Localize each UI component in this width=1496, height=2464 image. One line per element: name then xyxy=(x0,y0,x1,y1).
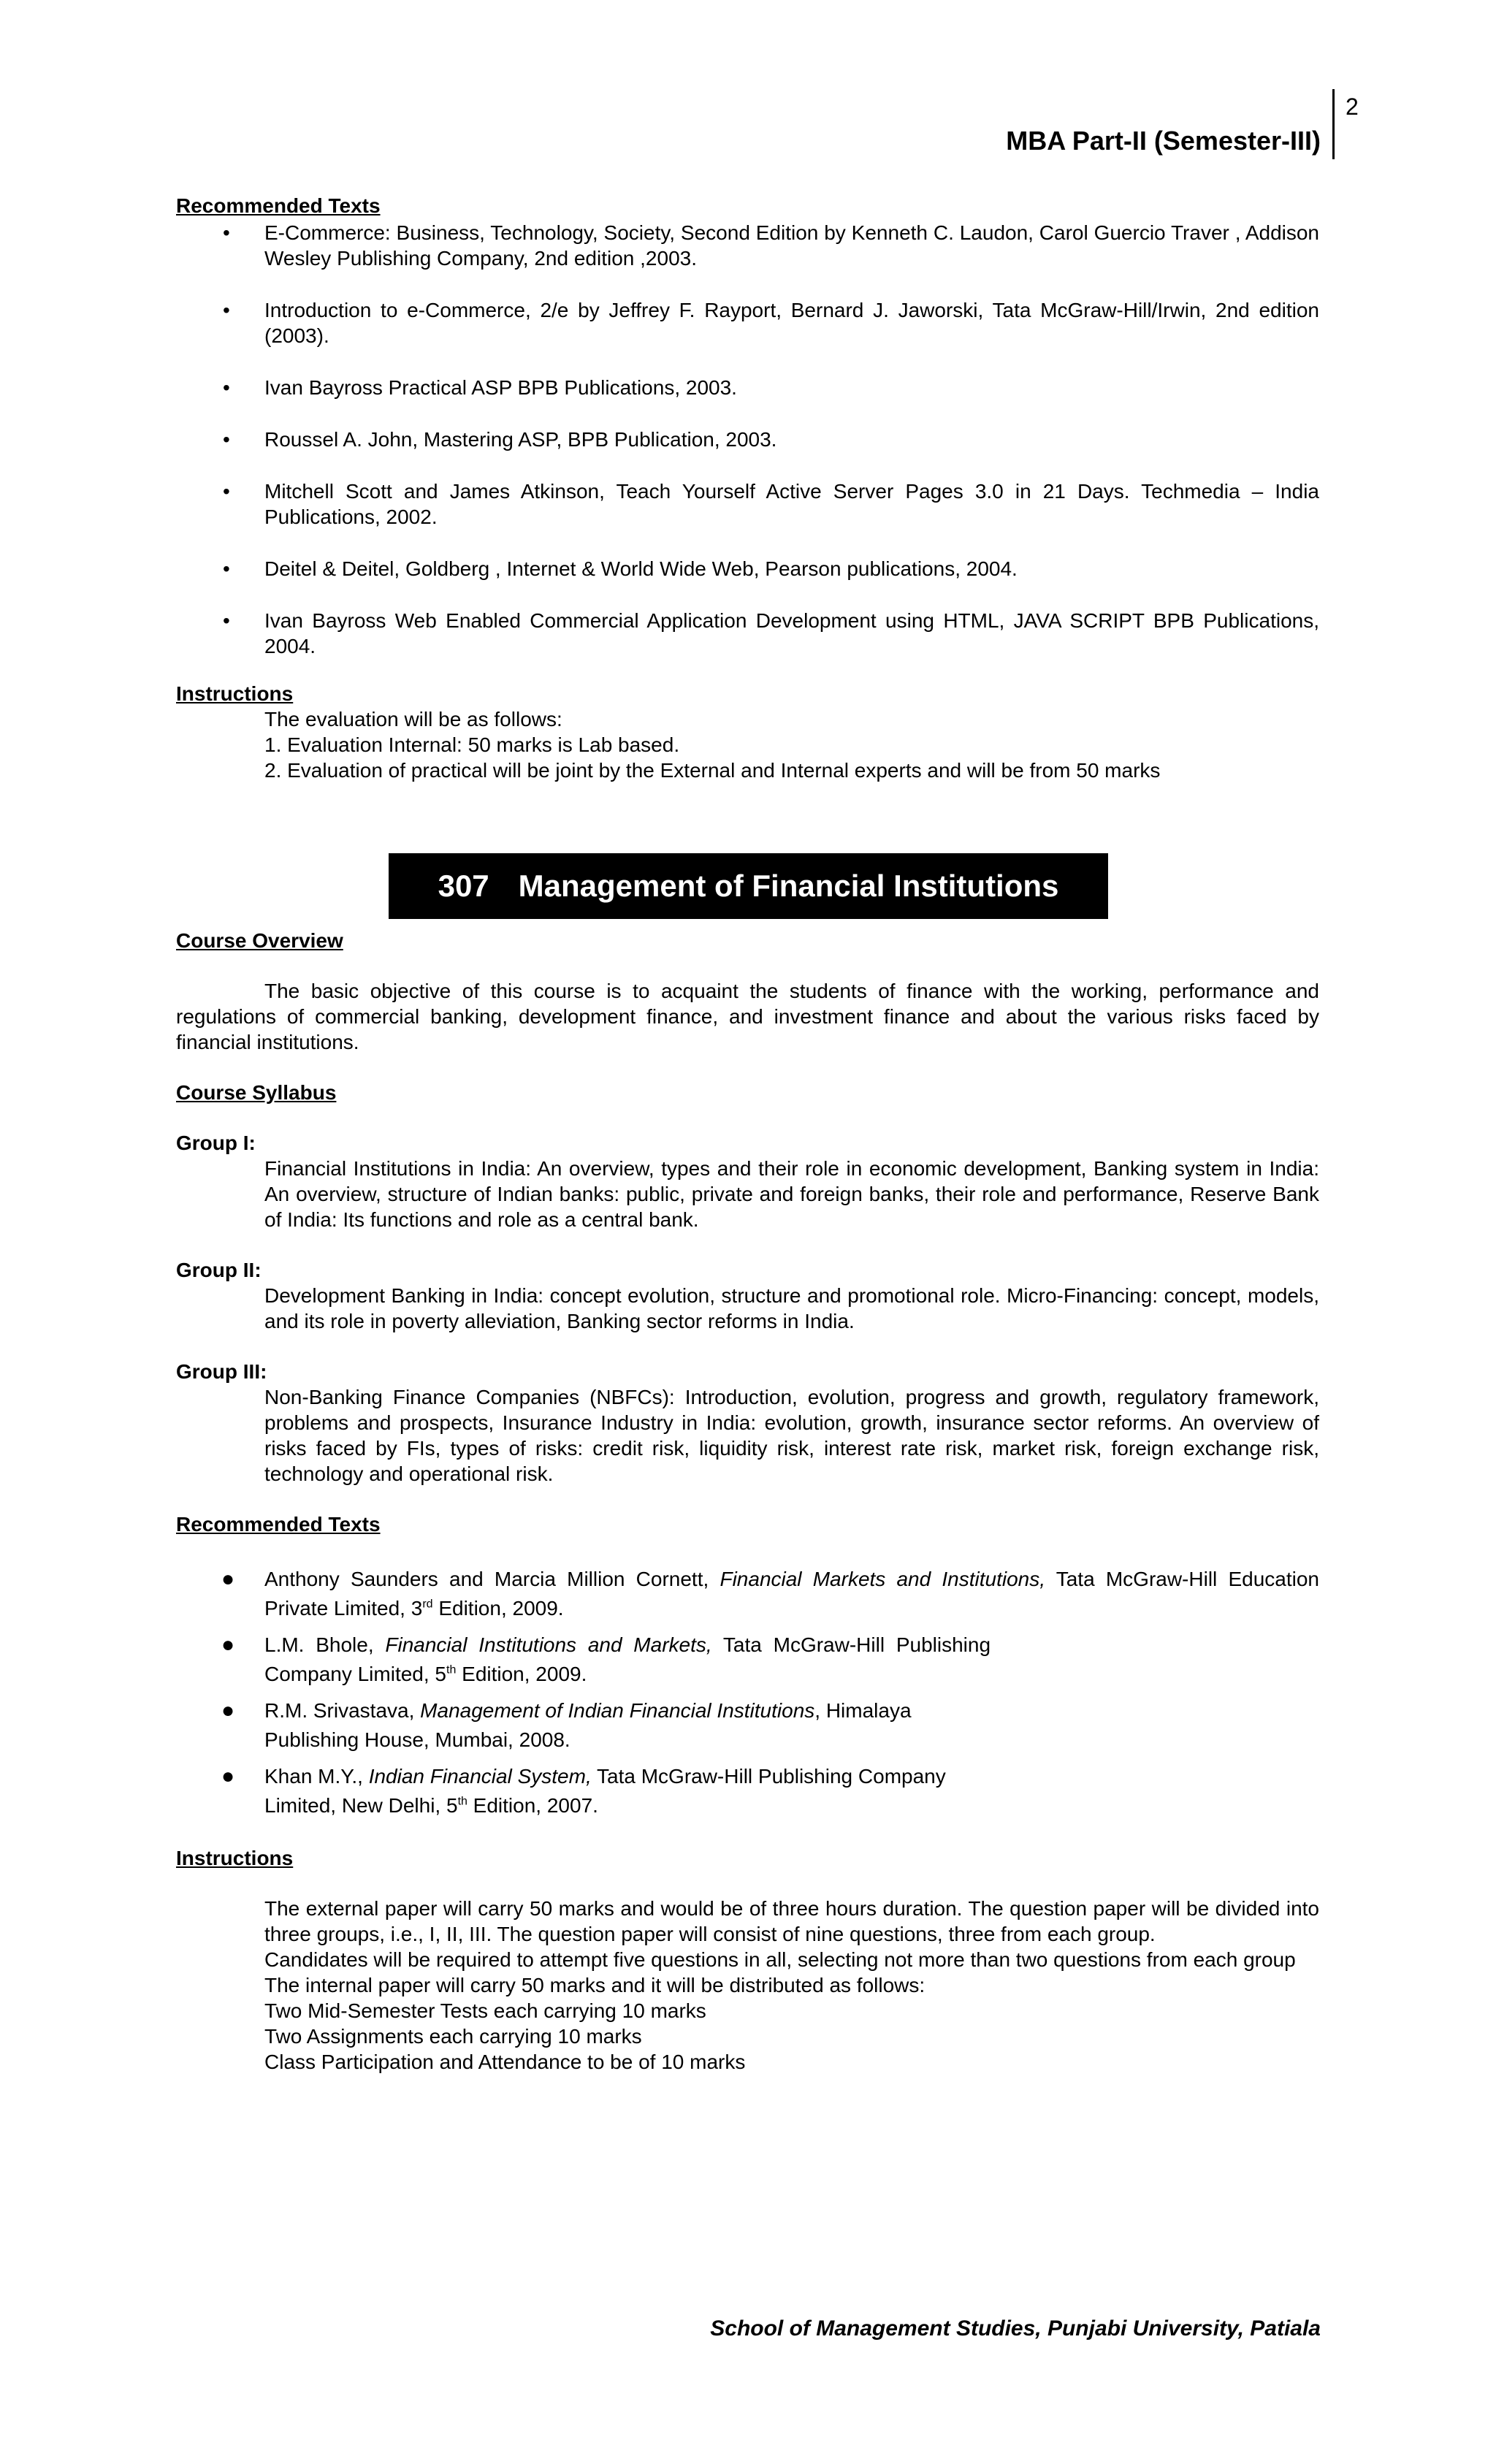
running-head: MBA Part-II (Semester-III) xyxy=(1006,126,1321,156)
list-item: • Deitel & Deitel, Goldberg , Internet & World Wide Web, Pearson publications, 2004. xyxy=(223,557,1018,580)
page-footer: School of Management Studies, Punjabi University, Patiala xyxy=(710,2316,1321,2341)
bullet-icon: ● xyxy=(221,1633,235,1657)
recommended-texts-list xyxy=(176,220,1319,659)
bullet-icon: • xyxy=(223,480,230,503)
list-item: • Ivan Bayross Web Enabled Commercial Application Development using HTML, JAVA SCRIPT BPB Publications, 2004. xyxy=(223,609,1319,657)
group-3-label: Group III: xyxy=(176,1360,267,1383)
bullet-icon: • xyxy=(223,299,230,321)
bullet-icon: • xyxy=(223,609,230,632)
instruction-line: Two Mid-Semester Tests each carrying 10 marks xyxy=(264,1999,706,2022)
group-2-label: Group II: xyxy=(176,1259,262,1281)
bullet-icon: ● xyxy=(221,1698,235,1723)
course-recommended-texts-list xyxy=(176,1565,1319,1820)
list-item: ● Anthony Saunders and Marcia Million Cornett, Financial Markets and Institutions, Tata McGraw-Hill Education Private Limited, 3rd Edition, 2009. xyxy=(176,1565,1319,1623)
list-item: • E-Commerce: Business, Technology, Society, Second Edition by Kenneth C. Laudon, Carol Guercio Traver , Addison Wesley Publishing Company, 2nd edition ,2003. xyxy=(223,221,1319,270)
instruction-line: Class Participation and Attendance to be of 10 marks xyxy=(264,2051,746,2073)
list-item: • Mitchell Scott and James Atkinson, Teach Yourself Active Server Pages 3.0 in 21 Days. Techmedia – India Publications, 2002. xyxy=(223,480,1319,528)
course-recommended-texts-heading: Recommended Texts xyxy=(176,1513,381,1536)
instruction-line: The external paper will carry 50 marks and would be of three hours duration. The question paper will be divided into three groups, i.e., I, II, III. The question paper will consist of nine questions, three from each group. xyxy=(264,1897,1319,1945)
list-item: ● Khan M.Y., Indian Financial System, Tata McGraw-Hill Publishing Company Limited, New Delhi, 5th Edition, 2007. xyxy=(176,1762,1319,1820)
list-item: ● R.M. Srivastava, Management of Indian Financial Institutions, Himalaya Publishing House, Mumbai, 2008. xyxy=(176,1696,1319,1755)
list-item: • Ivan Bayross Practical ASP BPB Publications, 2003. xyxy=(223,376,737,399)
list-item: ● L.M. Bhole, Financial Institutions and Markets, Tata McGraw-Hill Publishing Company Limited, 5th Edition, 2009. xyxy=(176,1630,1319,1689)
course-title-banner xyxy=(389,853,1108,919)
bullet-icon: ● xyxy=(221,1764,235,1788)
course-overview-text: The basic objective of this course is to acquaint the students of finance with the working, performance and regulations of commercial banking, development finance, and investment finance and about the various risks faced by financial institutions. xyxy=(176,980,1319,1053)
course-banner-wrap xyxy=(176,783,1319,919)
instruction-line: The internal paper will carry 50 marks and it will be distributed as follows: xyxy=(264,1974,926,1996)
list-item: • Roussel A. John, Mastering ASP, BPB Publication, 2003. xyxy=(223,428,777,451)
course-overview-heading: Course Overview xyxy=(176,929,343,952)
page-content xyxy=(176,193,1319,2075)
group-3-text: Non-Banking Finance Companies (NBFCs): Introduction, evolution, progress and growth, regulatory framework, problems and prospects, Insurance Industry in India: evolution, growth, insurance sector reforms. An overview of risks faced by FIs, types of risks: credit risk, liquidity risk, interest rate risk, market risk, foreign exchange risk, technology and operational risk. xyxy=(264,1386,1319,1485)
course-instructions-heading: Instructions xyxy=(176,1847,294,1869)
course-code: 307 xyxy=(438,869,489,903)
course-syllabus-heading: Course Syllabus xyxy=(176,1081,337,1104)
instruction-line: 2. Evaluation of practical will be joint by the External and Internal experts and will be from 50 marks xyxy=(264,759,1161,782)
bullet-icon: • xyxy=(223,376,230,399)
group-2-text: Development Banking in India: concept evolution, structure and promotional role. Micro-Financing: concept, models, and its role in poverty alleviation, Banking sector reforms in India. xyxy=(264,1284,1319,1332)
group-1-label: Group I: xyxy=(176,1132,256,1154)
instruction-line: 1. Evaluation Internal: 50 marks is Lab based. xyxy=(264,733,680,756)
bullet-icon: ● xyxy=(221,1567,235,1591)
bullet-icon: • xyxy=(223,557,230,580)
course-title: Management of Financial Institutions xyxy=(518,869,1059,903)
course-instructions-block xyxy=(176,1896,1319,2075)
instruction-line: Candidates will be required to attempt five questions in all, selecting not more than two questions from each group xyxy=(264,1948,1296,1971)
bullet-icon: • xyxy=(223,221,230,244)
group-1-text: Financial Institutions in India: An overview, types and their role in economic development, Banking system in India: An overview, structure of Indian banks: public, private and foreign banks, their role and performance, Reserve Bank of India: Its functions and role as a central bank. xyxy=(264,1157,1319,1231)
bullet-icon: • xyxy=(223,428,230,451)
list-item: • Introduction to e-Commerce, 2/e by Jeffrey F. Rayport, Bernard J. Jaworski, Tata McGraw-Hill/Irwin, 2nd edition (2003). xyxy=(223,299,1319,347)
instruction-line: The evaluation will be as follows: xyxy=(264,708,562,731)
instructions-heading: Instructions xyxy=(176,682,294,705)
instructions-block xyxy=(176,706,1319,783)
page-number-rule xyxy=(1332,89,1335,159)
recommended-texts-heading: Recommended Texts xyxy=(176,194,381,217)
page-number: 2 xyxy=(1346,94,1359,120)
instruction-line: Two Assignments each carrying 10 marks xyxy=(264,2025,642,2048)
